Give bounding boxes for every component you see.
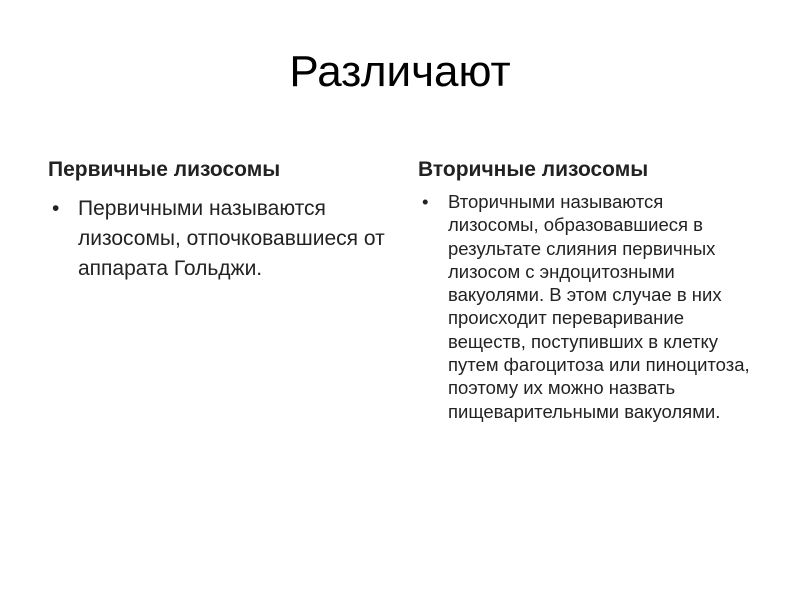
right-column — [418, 156, 758, 423]
right-bullet-item — [418, 190, 758, 423]
bullet-icon: • — [422, 191, 429, 212]
right-bullet-text: Вторичными называются лизосомы, образовавшиеся в результате слияния первичных лизосом с эндоцитозными вакуолями. В этом случае в них происходит переваривание веществ, поступивших в клетку путем фагоцитоза или пиноцитоза, поэтому их можно назвать пищеварительными вакуолями. — [448, 191, 750, 422]
left-column — [48, 156, 388, 284]
slide-title: Различают — [289, 47, 511, 96]
left-column-heading: Первичные лизосомы — [48, 158, 281, 181]
left-bullet-text: Первичными называются лизосомы, отпочковавшиеся от аппарата Гольджи. — [78, 197, 385, 280]
right-column-heading: Вторичные лизосомы — [418, 158, 649, 181]
bullet-icon: • — [52, 197, 60, 220]
left-bullet-item — [48, 194, 388, 284]
